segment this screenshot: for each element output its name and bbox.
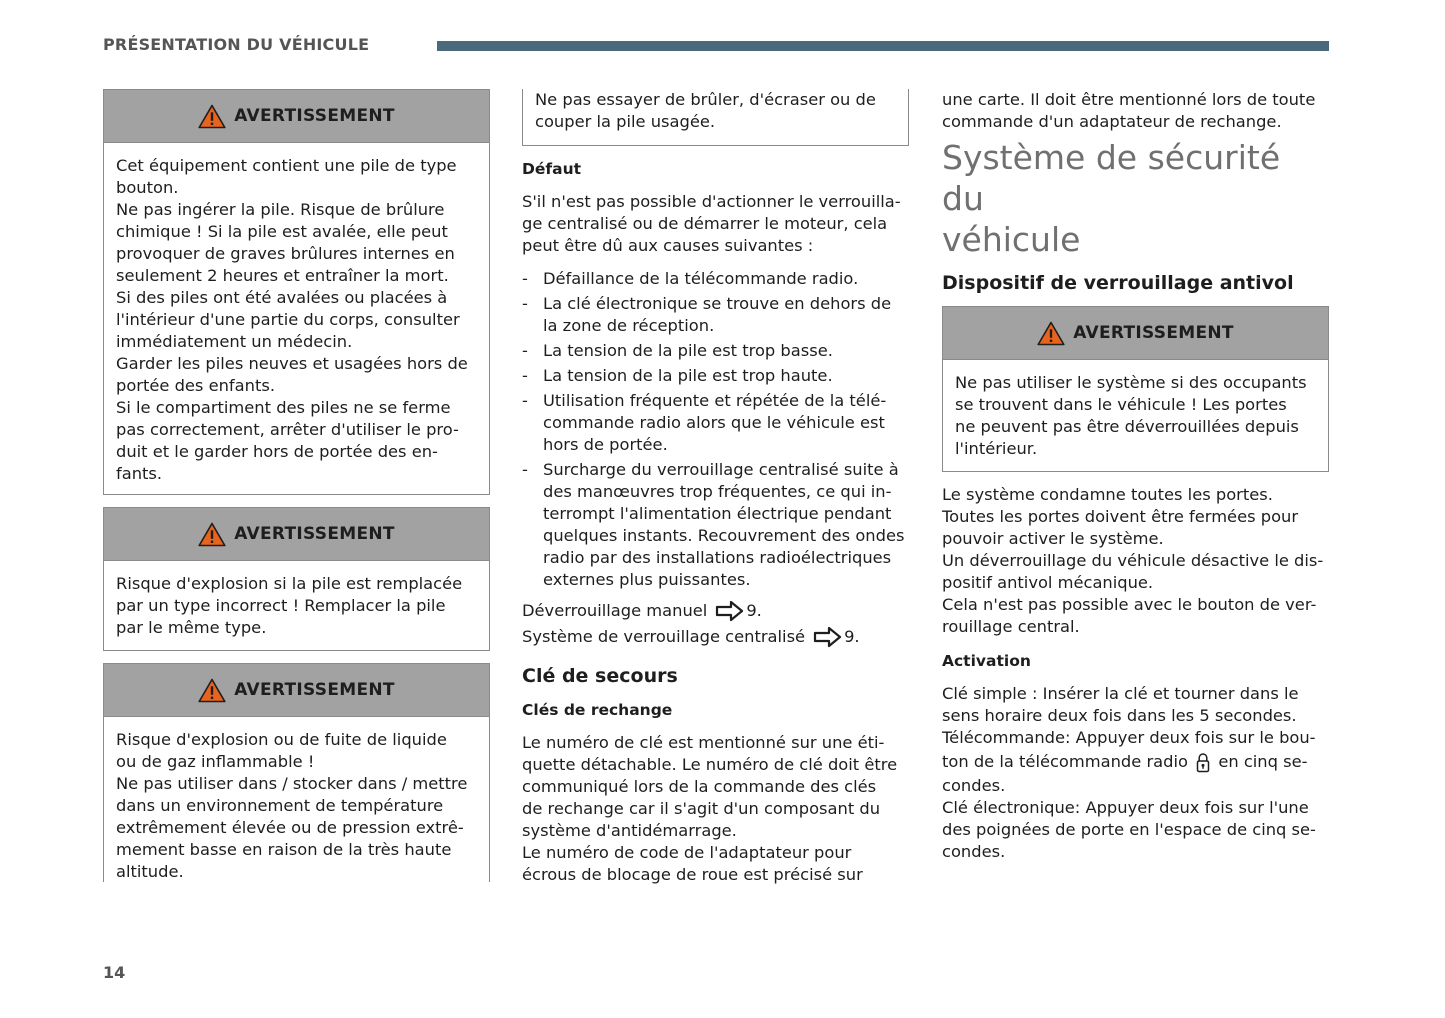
text-line: ne peuvent pas être déverrouillées depuis bbox=[955, 417, 1299, 436]
text-line: Un déverrouillage du véhicule désactive le dis- bbox=[942, 551, 1324, 570]
text-line: sens horaire deux fois dans les 5 secondes. bbox=[942, 706, 1297, 725]
text-line: Clé simple : Insérer la clé et tourner dans le bbox=[942, 684, 1299, 703]
text-line: ou de gaz inflammable ! bbox=[116, 752, 315, 771]
text-line: dans un environnement de température bbox=[116, 796, 444, 815]
text-line: Ne pas utiliser dans / stocker dans / mettre bbox=[116, 774, 468, 793]
text-line: bouton. bbox=[116, 178, 179, 197]
text-line: par le même type. bbox=[116, 618, 267, 637]
section-heading: Clé de secours bbox=[522, 665, 678, 687]
text-line: écrous de blocage de roue est précisé sur bbox=[522, 865, 863, 884]
warning-box bbox=[942, 306, 1329, 472]
text-line: Ne pas essayer de brûler, d'écraser ou de bbox=[535, 90, 876, 109]
text-line: Si des piles ont été avalées ou placées à bbox=[116, 288, 448, 307]
list-item: - Défaillance de la télécommande radio. bbox=[522, 268, 909, 290]
text-line: quette détachable. Le numéro de clé doit être bbox=[522, 755, 898, 774]
arrow-right-icon bbox=[813, 626, 842, 648]
warning-title: AVERTISSEMENT bbox=[234, 524, 395, 544]
text-line: Le numéro de code de l'adaptateur pour bbox=[522, 843, 852, 862]
text-line: positif antivol mécanique. bbox=[942, 573, 1154, 592]
text-line: l'intérieur d'une partie du corps, consulter bbox=[116, 310, 460, 329]
list-item: - La tension de la pile est trop basse. bbox=[522, 340, 909, 362]
text-line: commande d'un adaptateur de rechange. bbox=[942, 112, 1282, 131]
warning-triangle-icon bbox=[198, 522, 226, 547]
text-line: pouvoir activer le système. bbox=[942, 529, 1164, 548]
warning-text bbox=[104, 143, 489, 495]
page-number: 14 bbox=[103, 963, 126, 982]
text-line: pas correctement, arrêter d'utiliser le pro- bbox=[116, 420, 459, 439]
text-line: condes. bbox=[942, 842, 1006, 861]
text-line: Clé électronique: Appuyer deux fois sur l'une bbox=[942, 798, 1309, 817]
text-line: des poignées de porte en l'espace de cinq se- bbox=[942, 820, 1316, 839]
cross-reference[interactable]: Système de verrouillage centralisé 9. bbox=[522, 627, 860, 646]
warning-title: AVERTISSEMENT bbox=[1073, 323, 1234, 343]
warning-header bbox=[943, 307, 1328, 360]
section-title: PRÉSENTATION DU VÉHICULE bbox=[103, 35, 370, 54]
text-line: Le numéro de clé est mentionné sur une éti- bbox=[522, 733, 885, 752]
text-line: de rechange car il s'agit d'un composant du bbox=[522, 799, 881, 818]
warning-text bbox=[104, 717, 489, 893]
text-line: Cela n'est pas possible avec le bouton de ver- bbox=[942, 595, 1317, 614]
warning-box-continued bbox=[522, 89, 909, 146]
warning-header bbox=[104, 664, 489, 717]
paragraph bbox=[522, 191, 909, 257]
warning-triangle-icon bbox=[198, 104, 226, 129]
text-line: par un type incorrect ! Remplacer la pile bbox=[116, 596, 446, 615]
section-heading: Défaut bbox=[522, 160, 582, 178]
warning-box bbox=[103, 507, 490, 651]
text-line: couper la pile usagée. bbox=[535, 112, 716, 131]
paragraph bbox=[942, 683, 1329, 863]
list-item: - La tension de la pile est trop haute. bbox=[522, 365, 909, 387]
warning-header bbox=[104, 508, 489, 561]
text-line: duit et le garder hors de portée des en- bbox=[116, 442, 438, 461]
warning-box bbox=[103, 89, 490, 495]
warning-box bbox=[103, 663, 490, 882]
warning-triangle-icon bbox=[1037, 321, 1065, 346]
right-column bbox=[942, 89, 1329, 863]
paragraph bbox=[942, 484, 1329, 638]
text-line: altitude. bbox=[116, 862, 184, 881]
text-line: Risque d'explosion ou de fuite de liquide bbox=[116, 730, 447, 749]
text-line: l'intérieur. bbox=[955, 439, 1038, 458]
text-line: fants. bbox=[116, 464, 163, 483]
text-line: système d'antidémarrage. bbox=[522, 821, 737, 840]
middle-column bbox=[522, 89, 909, 886]
text-line: chimique ! Si la pile est avalée, elle peut bbox=[116, 222, 448, 241]
text-line: Le système condamne toutes les portes. bbox=[942, 485, 1273, 504]
text-line: Risque d'explosion si la pile est remplacée bbox=[116, 574, 463, 593]
text-line: une carte. Il doit être mentionné lors de toute bbox=[942, 90, 1316, 109]
text-line: Si le compartiment des piles ne se ferme bbox=[116, 398, 451, 417]
text-line: Ne pas utiliser le système si des occupants bbox=[955, 373, 1307, 392]
text-line: condes. bbox=[942, 776, 1006, 795]
arrow-right-icon bbox=[715, 600, 744, 622]
text-line: portée des enfants. bbox=[116, 376, 275, 395]
text-line: ton de la télécommande radio en cinq se- bbox=[942, 752, 1308, 771]
cross-reference[interactable]: Déverrouillage manuel 9. bbox=[522, 601, 762, 620]
text-line: S'il n'est pas possible d'actionner le verrouilla- bbox=[522, 192, 901, 211]
text-line: Ne pas ingérer la pile. Risque de brûlure bbox=[116, 200, 445, 219]
text-line: Télécommande: Appuyer deux fois sur le bou- bbox=[942, 728, 1316, 747]
warning-text bbox=[523, 89, 908, 143]
text-line: se trouvent dans le véhicule ! Les portes bbox=[955, 395, 1287, 414]
text-line: rouillage central. bbox=[942, 617, 1080, 636]
paragraph bbox=[522, 732, 909, 886]
warning-text bbox=[943, 360, 1328, 470]
list-item: - Surcharge du verrouillage centralisé suite à des manœuvres trop fréquentes, ce qui in- terrompt l'alimentation électrique pendant quelques instants. Recouvrement des ondes radio par des installations radioélectriques externes plus puissantes. bbox=[522, 459, 909, 591]
text-line: mement basse en raison de la très haute bbox=[116, 840, 452, 859]
text-line: extrêmement élevée ou de pression extrê- bbox=[116, 818, 464, 837]
paragraph bbox=[942, 89, 1329, 133]
causes-list bbox=[522, 268, 909, 591]
list-item: - Utilisation fréquente et répétée de la télé- commande radio alors que le véhicule est hors de portée. bbox=[522, 390, 909, 456]
warning-title: AVERTISSEMENT bbox=[234, 106, 395, 126]
section-heading: Activation bbox=[942, 652, 1031, 670]
warning-text bbox=[104, 561, 489, 649]
section-heading: Dispositif de verrouillage antivol bbox=[942, 272, 1294, 294]
text-line: seulement 2 heures et entraîner la mort. bbox=[116, 266, 449, 285]
text-line: provoquer de graves brûlures internes en bbox=[116, 244, 455, 263]
subsection-heading: Clés de rechange bbox=[522, 701, 673, 719]
text-line: Cet équipement contient une pile de type bbox=[116, 156, 457, 175]
list-item: - La clé électronique se trouve en dehors de la zone de réception. bbox=[522, 293, 909, 337]
left-column bbox=[103, 89, 490, 882]
text-line: ge centralisé ou de démarrer le moteur, cela bbox=[522, 214, 888, 233]
warning-title: AVERTISSEMENT bbox=[234, 680, 395, 700]
text-line: Garder les piles neuves et usagées hors de bbox=[116, 354, 468, 373]
page-heading: Système de sécurité du véhicule bbox=[942, 138, 1281, 259]
lock-icon bbox=[1196, 752, 1210, 773]
text-line: Toutes les portes doivent être fermées pour bbox=[942, 507, 1299, 526]
warning-triangle-icon bbox=[198, 678, 226, 703]
text-line: communiqué lors de la commande des clés bbox=[522, 777, 877, 796]
warning-header bbox=[104, 90, 489, 143]
text-line: peut être dû aux causes suivantes : bbox=[522, 236, 814, 255]
header-bar bbox=[437, 41, 1329, 51]
text-line: immédiatement un médecin. bbox=[116, 332, 353, 351]
